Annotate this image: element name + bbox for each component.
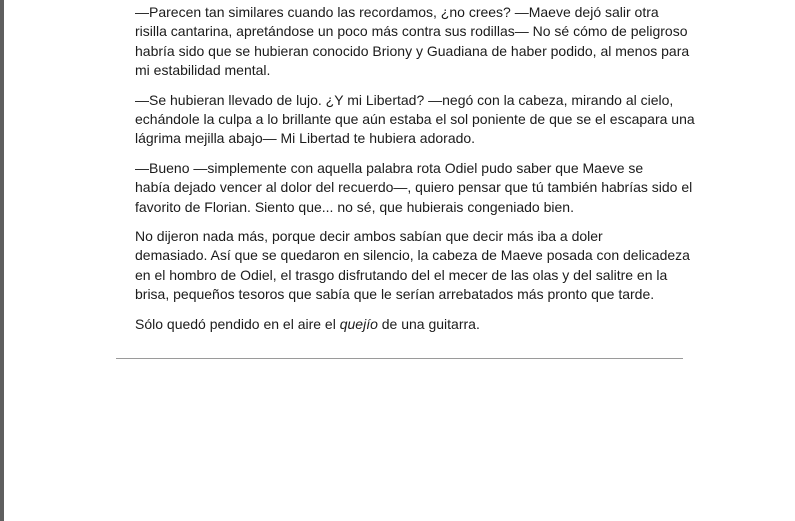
text-line: brisa, pequeños tesoros que sabía que le serían arrebatados más pronto que tarde. (135, 286, 655, 303)
section-divider (116, 358, 683, 359)
paragraph-closing (116, 315, 684, 334)
text-line: habría sido que se hubieran conocido Briony y Guadiana de haber podido, al menos para (135, 42, 690, 59)
paragraph-3 (116, 159, 693, 217)
text-line: había dejado vencer al dolor del recuerdo—, quiero pensar que tú también habrías sido el (135, 179, 693, 196)
text-line: mi estabilidad mental. (135, 62, 271, 79)
text-line: favorito de Florian. Siento que... no sé, que hubierais congeniado bien. (135, 198, 574, 215)
text-line: en el hombro de Odiel, el trasgo disfrutando del el mecer de las olas y del salitre en la (135, 266, 668, 283)
closing-text-end: de una guitarra. (377, 315, 480, 332)
paragraph-4 (116, 227, 690, 305)
closing-emphasis: quejío (339, 315, 378, 332)
text-line: demasiado. Así que se quedaron en silencio, la cabeza de Maeve posada con delicadeza (135, 247, 690, 264)
document-page (4, 0, 795, 521)
closing-text-start: Sólo quedó pendido en el aire el (135, 315, 340, 332)
text-line: —Bueno —simplemente con aquella palabra rota Odiel pudo saber que Maeve se (135, 159, 644, 176)
paragraph-1 (116, 3, 690, 81)
text-line: echándole la culpa a lo brillante que aún estaba el sol poniente de que se el escapara una (135, 111, 695, 128)
paragraph-2 (116, 91, 695, 149)
text-line: risilla cantarina, apretándose un poco más contra sus rodillas— No sé cómo de peligroso (135, 23, 688, 40)
text-line: lágrima mejilla abajo— Mi Libertad te hubiera adorado. (135, 130, 476, 147)
text-line: No dijeron nada más, porque decir ambos sabían que decir más iba a doler (135, 228, 603, 245)
document-text (116, 3, 695, 344)
text-line: —Parecen tan similares cuando las recordamos, ¿no crees? —Maeve dejó salir otra (135, 4, 659, 20)
text-line: —Se hubieran llevado de lujo. ¿Y mi Libertad? —negó con la cabeza, mirando al cielo, (135, 91, 674, 108)
